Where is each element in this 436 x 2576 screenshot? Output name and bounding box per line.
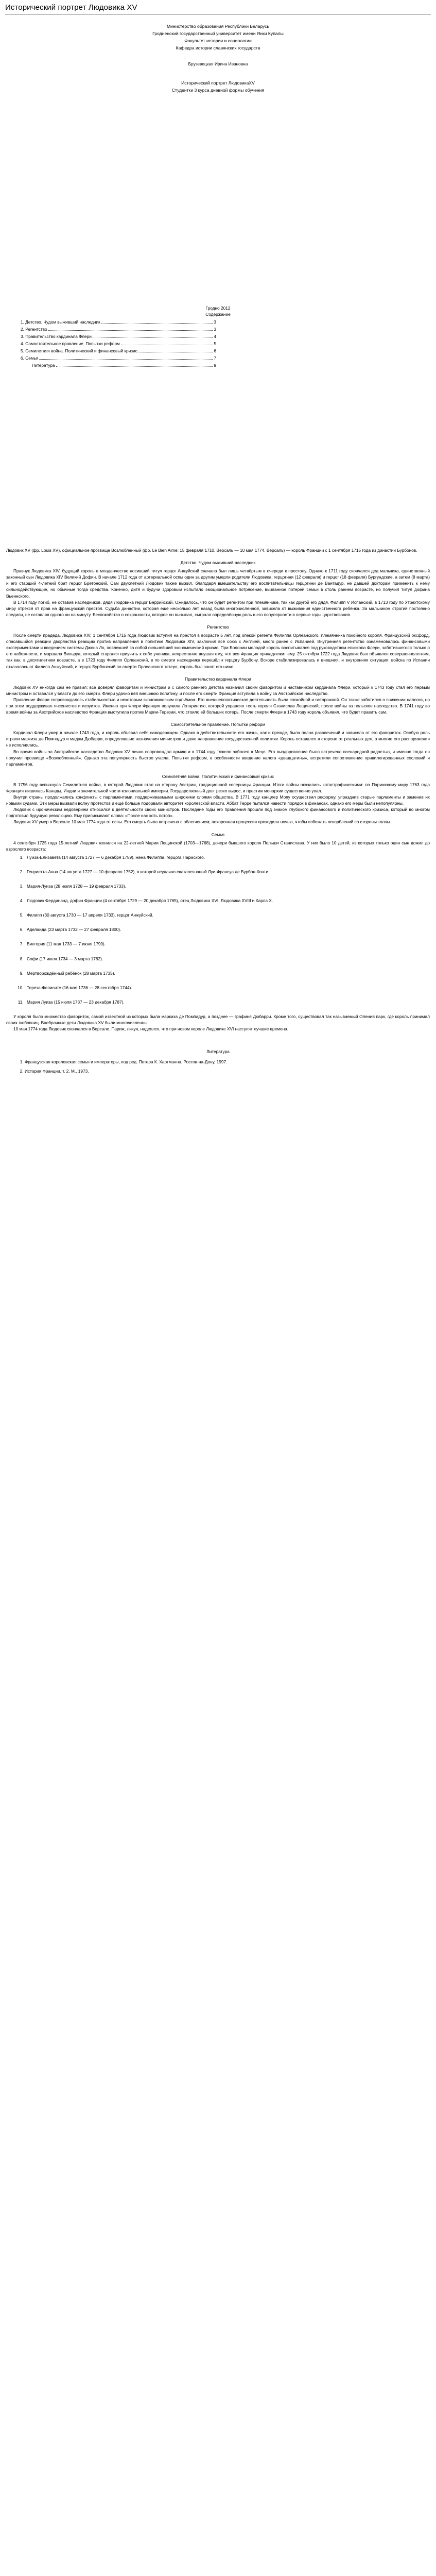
literature-heading: Литература: [206, 1049, 230, 1055]
list-item: 1. Луиза-Елизавета (14 августа 1727 — 6 декабря 1759), жена Филиппа, герцога Пармского.: [25, 854, 283, 860]
document-body: [0, 547, 436, 1077]
list-item: 7. Виктория (11 мая 1733 — 7 июня 1799).: [25, 941, 283, 947]
department-line: Кафедра истории славянских государств: [176, 45, 260, 50]
paragraph: Во время войны за Австрийское наследство Людовик XV лично сопровождал армию и в 1744 году тяжело заболел в Меце. Его выздоровление было встречено всенародной радостью, и именно тогда он получил прозвище «Возлюбленный». Однако эта популярность быстро угасла. Попытки реформ, в особенности введение налога «двадцатины», встретили сопротивление привилегированных сословий и парламентов.: [6, 749, 430, 767]
literature-item: 1. Французская королевская семья и императоры, под ред. Петера К. Хартманна. Ростов-на-Дону, 1997.: [25, 1059, 232, 1065]
toc-text: Семилетняя война. Политический и финансовый кризис: [25, 348, 137, 353]
toc-item[interactable]: [21, 340, 216, 347]
toc-page: 7: [214, 355, 216, 361]
toc-number: 4.: [21, 341, 24, 346]
paragraph: После смерти прадеда, Людовика XIV, 1 сентября 1715 года Людовик вступил на престол в возрасте 5 лет, под опекой регента Филиппа Орлеанского, племянника покойного короля. Французский оксфорд, опасавшийся реакции дворянства реакцию против направления в политике Людовика XIV, заключил всё союз с Англией, много ранее с Испанией. Внутренняя регентство ознаменовалось финансовыми экспериментами и введением системы Джона Ло, повлекшей за собой сильнейший экономический кризис. При Болонии молодой король воспитывался под руководством епископа Флери, заботившегося только о его набожности, и маршала Вильруа, который старался приучить к себе ученика, непрестанно внушая ему, что вся Франция принадлежит ему. 25 октября 1722 года Людовик был объявлен совершеннолетним, так как, в десятилетнем возрасте, а в 1723 году Филипп Орлеанский, в по смерти наследника перешёл к герцогу Бурбону. Вскоре стабилизировалась и внешняя, и внутренняя ситуация: войска по Испании отказалась от Филипп Анжуйский, и герцог Бурбонский по смерти Орлеанского тетеря, король был занят его ниже.: [6, 633, 430, 669]
toc-leader: [48, 326, 213, 331]
list-item: 4. Людовик Фердинанд, дофин Франции (4 сентября 1729 — 20 декабря 1765), отец Людовика XVI, Людовика XVIII и Карла X.: [25, 897, 283, 904]
paragraph: Правнук Людовика XIV, будущий король в младенчестве носивший титул герцог Анжуйский сначала был лишь четвёртым в очереди к престолу. Однако к 1711 году скончался дед мальчика, единственный законный сын Людовика XIV Великий Дофин. В начале 1712 года от артериальной оспы один за другим умерли родители Людовика, герцогиня (12 февраля) и герцог (18 февраля) Бургундские, а затем (8 марта) и его старший 4-летний брат герцог Бретонский. Сам двухлетний Людовик также выжил, благодаря вмешательству его воспитательницы герцогини де Вантадур, не давшей докторам применить к нему сильнодействующие, но обычные тогда средства. Конечно, дитя и будучи здоровым испытало эмоциональное потрясение, вызванное потерей семьи в столь раннем возрасте, но получил титул дофина Вьеннского.: [6, 568, 430, 599]
toc-leader: [121, 340, 213, 345]
toc-number: 2.: [21, 327, 24, 332]
literature-list: [15, 1059, 232, 1074]
toc-page: 4: [214, 334, 216, 339]
toc-text: Семья: [25, 355, 39, 361]
toc-page: 5: [214, 341, 216, 346]
toc-page: 6: [214, 348, 216, 353]
children-list: [15, 854, 283, 1005]
paragraph: Правление Флери сопровождалось стабильностью и некоторым экономическим подъёмом. Его внешнеполитическая деятельность была спокойной и осторожной. Он также заботился о снижении налогов, но при этом поддерживал янсенистов и иезуитов. Именно при Флери Франция получила Лотарингию, которой управлял тесть короля Станислав Лещинский, после войны за польское наследство. В 1741 году во время войны за Австрийское наследство Франция выступила против Марии-Терезии, что стоило ей больших потерь. После смерти Флери в 1743 году король объявил, что будет править сам.: [6, 697, 430, 715]
paragraph: У короля было множество фавориток, самой известной из которых была маркиза де Помпадур, а позднее — графиня Дюбарри. Кроме того, существовал так называемый Олений парк, где король принимал своих любовниц. Внебрачные дети Людовика XV были многочисленны.: [6, 1013, 430, 1025]
front-title-line-1: Исторический портрет ЛюдовикаXV: [181, 80, 255, 86]
paragraph: В 1756 году вспыхнула Семилетняя война, в которой Людовик стал на сторону Австрии, традиционной соперницы Франции. Итоги войны оказались катастрофическими: по Парижскому миру 1763 года Франция лишилась Канады, Индии и значительной части колониальной империи. Государственный долг резко вырос, и престиж монархии существенно упал.: [6, 782, 430, 793]
section-heading-reforms: Самостоятельное правление. Попытки реформ: [170, 722, 266, 727]
toc-page: 3: [214, 327, 216, 332]
section-heading-seven-years-war: Семилетняя война. Политический и финансовый кризис: [162, 773, 274, 779]
toc-item-literature[interactable]: [32, 362, 216, 369]
intro-paragraph: Людовик XV (фр. Louis XV), официальное прозвище Возлюбленный (фр. Le Bien Aimé; 15 февраля 1710, Версаль — 10 мая 1774, Версаль) — король Франции с 1 сентября 1715 года из династии Бурбонов.: [6, 548, 417, 553]
paragraph: Внутри страны продолжались конфликты с парламентами, поддерживаемыми широкими слоями общества. В 1771 году канцлер Мопу осуществил реформу, упразднив старые парламенты и заменив их новыми судами. Эти меры вызвали волну протестов и ещё больше подорвали авторитет королевской власти. Аббат Терре пытался навести порядок в финансах, однако его меры были непопулярны.: [6, 794, 430, 806]
toc-text: Детство. Чудом выживший наследник: [25, 319, 100, 325]
paragraph: Людовик XV никогда сам не правил; всё доверял фаворитам и министрам и с самого раннего детства назначил своим фаворитом и наставником кардинала Флери, который к 1743 году стал его первым министром и оставался у власти до его смерти. Флери удачно вёл внешнюю политику, и после его смерти Франция вступила в войну за Австрийское наследство.: [6, 684, 430, 696]
list-item: 5. Филипп (30 августа 1730 — 17 апреля 1733), герцог Анжуйский.: [25, 912, 283, 918]
section-heading-fleury: Правительство кардинала Флери: [185, 676, 251, 682]
toc-page: 3: [214, 319, 216, 325]
front-header: [0, 23, 436, 52]
toc-text: Литература: [32, 363, 55, 368]
toc-number: 1.: [21, 319, 24, 325]
toc-page: 9: [214, 363, 216, 368]
university-line: Гродненский государственный университет имени Янки Купалы: [152, 31, 284, 36]
front-title: [0, 79, 436, 94]
literature-item: 2. История Франции, т. 2. М., 1973.: [25, 1068, 232, 1074]
paragraph: В 1714 году погиб, не оставив наследников, дядя Людовика герцог Беррийский. Ожидалось, что он будет регентом при племяннике, так как другой его дядя, Филипп V Испанский, в 1713 году по Утрехтскому миру отрёкся от прав на французский престол. Судьба династии, которая ещё несколько лет назад была многочисленной, зависела от выживания единственного ребёнка. За мальчиком строгий постоянно следили, не оставляя одного ни на минуту. Беспокойство о сохранности, которое он вызывал, сыграло определённую роль в его популярности в первые годы царствования.: [6, 599, 430, 617]
toc-item[interactable]: [21, 347, 216, 354]
toc-text: Правительство кардинала Флери: [25, 334, 92, 339]
toc-leader: [93, 333, 213, 338]
toc-item[interactable]: [21, 354, 216, 362]
toc-item[interactable]: [21, 318, 216, 326]
toc-item[interactable]: [21, 326, 216, 333]
toc-number: 3.: [21, 334, 24, 339]
front-title-line-2: Студентки 3 курса дневной формы обучения: [171, 88, 265, 93]
list-item: 6. Аделаида (23 марта 1732 — 27 февраля 1800).: [25, 926, 283, 933]
paragraph: Людовик XV умер в Версале 10 мая 1774 года от оспы. Его смерть была встречена с облегчением; похоронная процессия проходила ночью, чтобы избежать оскорблений со стороны толпы.: [13, 819, 391, 825]
section-heading-childhood: Детство. Чудом выживший наследник: [180, 560, 256, 566]
paragraph: 10 мая 1774 года Людовик скончался в Версале. Париж, ликуя, надеялся, что при новом короле Людовике XVI наступят лучшие времена.: [13, 1026, 289, 1032]
list-item: 11. Мария Луиза (15 июля 1737 — 23 декабря 1787).: [25, 999, 283, 1005]
toc-number: 5.: [21, 348, 24, 353]
list-item: 10. Тереза-Фелисите (16 мая 1736 — 28 сентября 1744).: [25, 985, 283, 991]
section-heading-regency: Регентство: [207, 624, 229, 630]
toc-number: 6.: [21, 355, 24, 361]
header-divider: [5, 14, 431, 15]
table-of-contents: [21, 318, 216, 369]
header-bar: [0, 0, 436, 16]
toc-text: Регентство: [25, 327, 47, 332]
toc-text: Самостоятельное правление. Попытки реформ: [25, 341, 120, 346]
year-line: Гродно 2012: [205, 306, 231, 311]
document-title: Исторический портрет Людовика XV: [5, 3, 137, 12]
toc-leader: [101, 318, 213, 324]
toc-item[interactable]: [21, 333, 216, 340]
paragraph: Кардинал Флери умер в начале 1743 года, и король объявил себя самодержцем. Однако в действительности его жизнь, как и прежде, была полна развлечений и зависела от его фавориток. Особую роль играли маркиза де Помпадур и мадам Дюбарри, определявшие назначения министров и даже направление государственной политики. Король оставался в стороне от реальных дел, а многие его распоряжения не исполнялись.: [6, 730, 430, 748]
toc-leader: [39, 354, 213, 360]
paragraph: 4 сентября 1725 года 15-летний Людовик женился на 22-летней Марии Лещинской (1703—1768), дочери бывшего короля Польши Станислава. У них было 10 детей, из которых только один сын дожил до взрослого возраста:: [6, 840, 430, 852]
toc-leader: [56, 362, 213, 367]
list-item: 2. Генриетта-Анна (14 августа 1727 — 10 февраля 1752), в которой неудачно сватался юный Луи-Франсуа де Бурбон-Конти.: [25, 869, 283, 875]
author-name: Брузевецкая Ирина Ивановна: [188, 61, 248, 66]
list-item: 9. Мертворождённый ребёнок (28 марта 1735).: [25, 970, 283, 976]
toc-heading: Содержание: [205, 312, 231, 317]
list-item: 8. Софи (17 июля 1734 — 3 марта 1782).: [25, 956, 283, 962]
document: [0, 23, 436, 1074]
section-heading-family: Семья: [211, 832, 225, 837]
list-item: 3. Мария-Луиза (28 июля 1728 — 19 февраля 1733).: [25, 883, 283, 889]
paragraph: Людовик с ироническим недоверием относился к деятельности своих министров. Последние годы его правления прошли под знаком глубокого финансового и политического кризиса, который во многом подготовил будущую революцию. Ему приписывают слова: «После нас хоть потоп».: [6, 807, 430, 819]
ministry-line: Министерство образования Республики Беларусь: [166, 24, 270, 29]
faculty-line: Факультет истории и социологии: [184, 38, 252, 43]
toc-leader: [138, 347, 213, 352]
